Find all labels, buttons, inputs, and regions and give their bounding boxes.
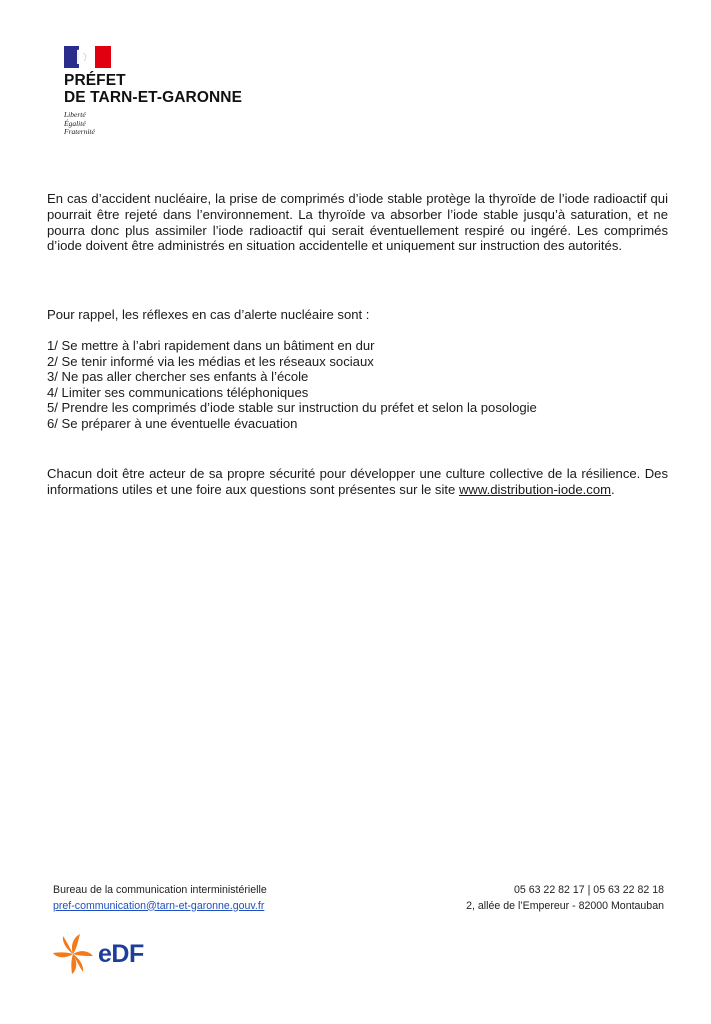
marianne-flag-icon [64,46,111,68]
republic-motto [64,111,242,137]
reflexes-intro: Pour rappel, les réflexes en cas d’alerte nucléaire sont : [47,307,370,322]
website-period: . [611,481,615,497]
list-item: 5/ Prendre les comprimés d’iode stable sur instruction du préfet et selon la posologie [47,400,537,416]
reflexes-list [47,338,668,432]
list-item: 2/ Se tenir informé via les médias et les réseaux sociaux [47,353,374,369]
prefecture-header [64,46,242,137]
list-item: 3/ Ne pas aller chercher ses enfants à l’école [47,369,309,385]
motto-egalite: Égalité [64,118,86,128]
distribution-iode-link[interactable]: www.distribution-iode.com [458,481,612,497]
title-line-2: DE TARN-ET-GARONNE [64,89,243,106]
list-item: 1/ Se mettre à l’abri rapidement dans un bâtiment en dur [47,338,375,353]
edf-wordmark: eDF [98,939,144,968]
prefecture-title [64,72,242,106]
resilience-paragraph [47,466,668,498]
edf-swirl-icon [50,931,96,977]
list-item: 4/ Limiter ses communications téléphoniques [47,384,309,400]
footer-contact-left [53,883,267,914]
list-item: 6/ Se préparer à une éventuelle évacuation [47,415,298,431]
iodine-explanation-paragraph: En cas d’accident nucléaire, la prise de comprimés d’iode stable protège la thyroïde de l’iode radioactif qui pourrait être rejeté dans l’environnement. La thyroïde va absorber l’iode stable jusqu’à saturation, et ne pourra donc plus assimiler l’iode radioactif qui serait éventuellement respiré ou ingéré. Les comprimés d’iode doivent être administrés en situation accidentelle et uniquement sur instruction des autorités. [47,191,668,254]
resilience-text: Chacun doit être acteur de sa propre sécurité pour développer une culture collective de la résilience. Des informations utiles et une foire aux questions sont présentes sur le site [47,466,668,497]
footer-email-link[interactable]: pref-communication@tarn-et-garonne.gouv.fr [53,899,265,912]
footer-address: 2, allée de l’Empereur - 82000 Montauban [466,899,664,912]
title-line-1: PRÉFET [64,72,126,89]
footer-office: Bureau de la communication interministérielle [53,884,267,896]
footer-phones: 05 63 22 82 17 | 05 63 22 82 18 [513,884,664,896]
motto-liberte: Liberté [64,110,86,119]
edf-logo [50,929,162,979]
motto-fraternite: Fraternité [64,127,95,136]
footer-contact-right [466,883,664,914]
